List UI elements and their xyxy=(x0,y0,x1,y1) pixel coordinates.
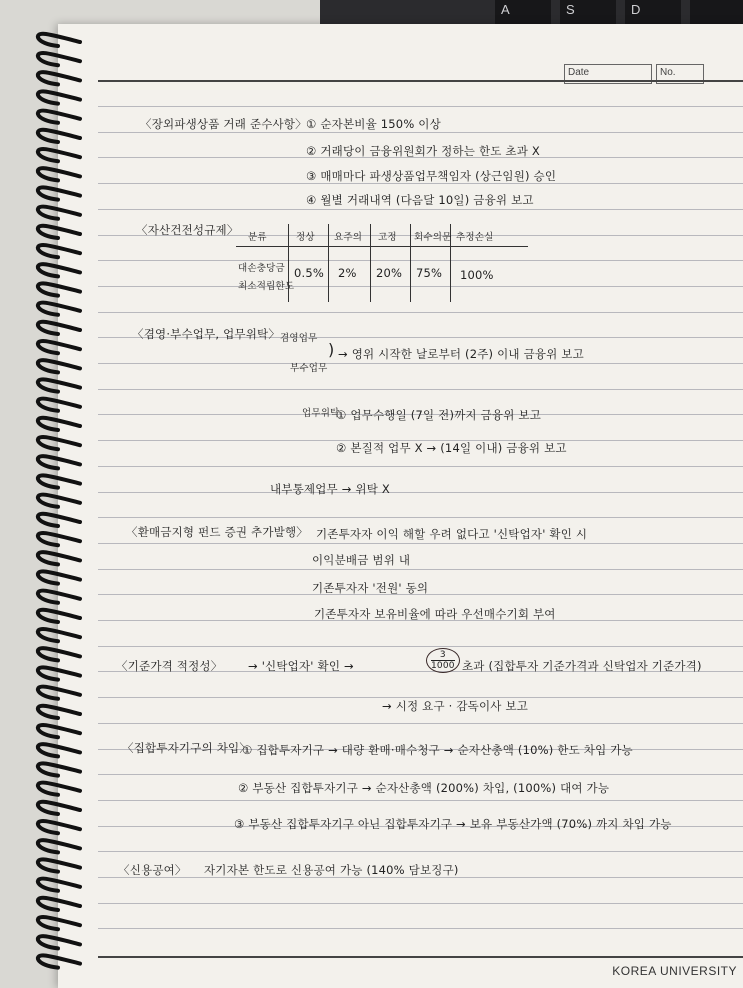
spiral-coil xyxy=(38,475,80,487)
brace: ) xyxy=(328,340,335,359)
footer-rule xyxy=(98,956,743,958)
s1-item-3: ③ 매매마다 파생상품업무책임자 (상근임원) 승인 xyxy=(306,169,557,183)
table-header-cell: 요주의 xyxy=(334,232,363,243)
spiral-coil xyxy=(38,437,80,449)
table-cell: 75% xyxy=(416,266,443,280)
spiral-coil xyxy=(38,72,80,84)
section-title-fund-borrowing: 〈집합투자기구의 차입〉 xyxy=(122,741,252,755)
table-header-cell: 추정손실 xyxy=(456,232,494,243)
table-header-cell: 고정 xyxy=(378,232,397,243)
spiral-coil xyxy=(38,360,80,372)
s3-report-text: → 영위 시작한 날로부터 (2주) 이내 금융위 보고 xyxy=(338,347,584,361)
spiral-coil xyxy=(38,168,80,180)
spiral-coil xyxy=(38,667,80,679)
spiral-coil xyxy=(38,610,80,622)
spiral-coil xyxy=(38,130,80,142)
section-title-standard-price: 〈기준가격 적정성〉 xyxy=(116,659,223,673)
fraction-numerator: 3 xyxy=(431,650,455,661)
table-row-label: 최소적립한도 xyxy=(238,281,295,292)
spiral-coil xyxy=(38,283,80,295)
spiral-coil xyxy=(38,418,80,430)
spiral-coil xyxy=(38,687,80,699)
spiral-coil xyxy=(38,648,80,660)
table-col-divider xyxy=(328,224,329,302)
s1-item-4: ④ 월별 거래내역 (다음달 10일) 금융위 보고 xyxy=(306,193,534,207)
ruled-line xyxy=(98,106,743,107)
s3-outsourcing-item-1: ① 업무수행일 (7일 전)까지 금융위 보고 xyxy=(336,408,542,422)
spiral-coil xyxy=(38,245,80,257)
ruled-line xyxy=(98,492,743,493)
spiral-coil xyxy=(38,91,80,103)
spiral-coil xyxy=(38,706,80,718)
spiral-coil xyxy=(38,725,80,737)
spiral-coil xyxy=(38,783,80,795)
spiral-coil xyxy=(38,379,80,391)
s6-line-3: ③ 부동산 집합투자기구 아닌 집합투자기구 → 보유 부동산가액 (70%) 까지 차입 가능 xyxy=(234,817,672,831)
ruled-line xyxy=(98,209,743,210)
spiral-coil xyxy=(38,34,80,46)
section-title-closed-fund: 〈환매금지형 펀드 증권 추가발행〉 xyxy=(126,525,308,539)
spiral-binding xyxy=(28,0,98,988)
date-label: Date xyxy=(568,67,590,78)
s1-item-1: ① 순자본비율 150% 이상 xyxy=(306,117,441,131)
spiral-coil xyxy=(38,859,80,871)
spiral-coil xyxy=(38,763,80,775)
table-header-cell: 정상 xyxy=(296,232,315,243)
spiral-coil xyxy=(38,955,80,967)
ruled-line xyxy=(98,774,743,775)
spiral-coil xyxy=(38,53,80,65)
table-cell: 0.5% xyxy=(294,266,325,280)
ruled-line xyxy=(98,466,743,467)
s4-line-2: 이익분배금 범위 내 xyxy=(312,553,411,567)
spiral-coil xyxy=(38,744,80,756)
label-concurrent-business: 겸영업무 xyxy=(280,333,318,344)
s6-line-2: ② 부동산 집합투자기구 → 순자산총액 (200%) 차입, (100%) 대여 가능 xyxy=(238,781,610,795)
ruled-line xyxy=(98,569,743,570)
s4-line-4: 기존투자자 보유비율에 따라 우선매수기회 부여 xyxy=(314,607,556,621)
table-cell: 20% xyxy=(376,266,403,280)
spiral-coil xyxy=(38,111,80,123)
keyboard-key-s: S xyxy=(560,0,616,44)
label-ancillary-business: 부수업무 xyxy=(290,363,328,374)
table-header-cell: 회수의문 xyxy=(414,232,452,243)
ruled-line xyxy=(98,543,743,544)
spiral-coil xyxy=(38,399,80,411)
s6-line-1: ① 집합투자기구 → 대량 환매·매수청구 → 순자산총액 (10%) 한도 차입 가능 xyxy=(242,743,633,757)
spiral-coil xyxy=(38,495,80,507)
ruled-line xyxy=(98,389,743,390)
keyboard-key-a: A xyxy=(495,0,551,44)
table-header-rule xyxy=(236,246,528,247)
spiral-coil xyxy=(38,207,80,219)
spiral-coil xyxy=(38,533,80,545)
spiral-coil xyxy=(38,821,80,833)
s5-confirm-text: → '신탁업자' 확인 → xyxy=(248,659,354,673)
ruled-line xyxy=(98,260,743,261)
section-title-credit: 〈신용공여〉 xyxy=(118,863,187,877)
s1-item-2: ② 거래당이 금융위원회가 정하는 한도 초과 X xyxy=(306,144,540,158)
ruled-line xyxy=(98,286,743,287)
footer-brand: KOREA UNIVERSITY xyxy=(612,964,737,978)
s4-line-3: 기존투자자 '전원' 동의 xyxy=(312,581,429,595)
s5-correction-text: → 시정 요구 · 감독이사 보고 xyxy=(382,699,529,713)
spiral-coil xyxy=(38,571,80,583)
section-title-concurrent-business: 〈겸영·부수업무, 업무위탁〉 xyxy=(132,327,281,341)
spiral-coil xyxy=(38,591,80,603)
s3-internal-control: 내부통제업무 → 위탁 X xyxy=(270,482,390,496)
s5-fraction xyxy=(426,648,460,673)
notebook-page xyxy=(58,24,743,988)
spiral-coil xyxy=(38,226,80,238)
section-title-otc-derivatives: 〈장외파생상품 거래 준수사항〉 xyxy=(140,117,307,131)
s5-exceed-text: 초과 (집합투자 기준가격과 신탁업자 기준가격) xyxy=(462,659,702,673)
spiral-coil xyxy=(38,936,80,948)
fraction-denominator: 1000 xyxy=(431,661,455,671)
fraction-circle xyxy=(426,648,460,673)
table-cell: 100% xyxy=(460,268,494,282)
ruled-line xyxy=(98,723,743,724)
no-label: No. xyxy=(660,67,676,78)
spiral-coil xyxy=(38,341,80,353)
s7-text: 자기자본 한도로 신용공여 가능 (140% 담보징구) xyxy=(204,863,459,877)
table-row-label: 대손충당금 xyxy=(238,263,285,274)
ruled-line xyxy=(98,363,743,364)
spiral-coil xyxy=(38,322,80,334)
ruled-line xyxy=(98,517,743,518)
s3-outsourcing-item-2: ② 본질적 업무 X → (14일 이내) 금융위 보고 xyxy=(336,441,567,455)
keyboard-key-d: D xyxy=(625,0,681,44)
ruled-line xyxy=(98,903,743,904)
spiral-coil xyxy=(38,917,80,929)
spiral-coil xyxy=(38,552,80,564)
spiral-coil xyxy=(38,264,80,276)
ruled-line xyxy=(98,928,743,929)
table-col-divider xyxy=(370,224,371,302)
ruled-line xyxy=(98,646,743,647)
spiral-coil xyxy=(38,187,80,199)
header-rule xyxy=(98,80,743,82)
spiral-coil xyxy=(38,514,80,526)
table-col-divider xyxy=(410,224,411,302)
ruled-line xyxy=(98,851,743,852)
table-header-cell: 분류 xyxy=(248,232,267,243)
spiral-coil xyxy=(38,840,80,852)
ruled-line xyxy=(98,800,743,801)
spiral-coil xyxy=(38,898,80,910)
spiral-coil xyxy=(38,149,80,161)
label-outsourcing: 업무위탁 xyxy=(302,408,340,419)
section-title-asset-soundness: 〈자산건전성규제〉 xyxy=(136,223,239,237)
ruled-line xyxy=(98,312,743,313)
spiral-coil xyxy=(38,629,80,641)
spiral-coil xyxy=(38,456,80,468)
spiral-coil xyxy=(38,802,80,814)
table-cell: 2% xyxy=(338,266,357,280)
spiral-coil xyxy=(38,303,80,315)
s4-line-1: 기존투자자 이익 해할 우려 없다고 '신탁업자' 확인 시 xyxy=(316,527,588,541)
spiral-coil xyxy=(38,879,80,891)
